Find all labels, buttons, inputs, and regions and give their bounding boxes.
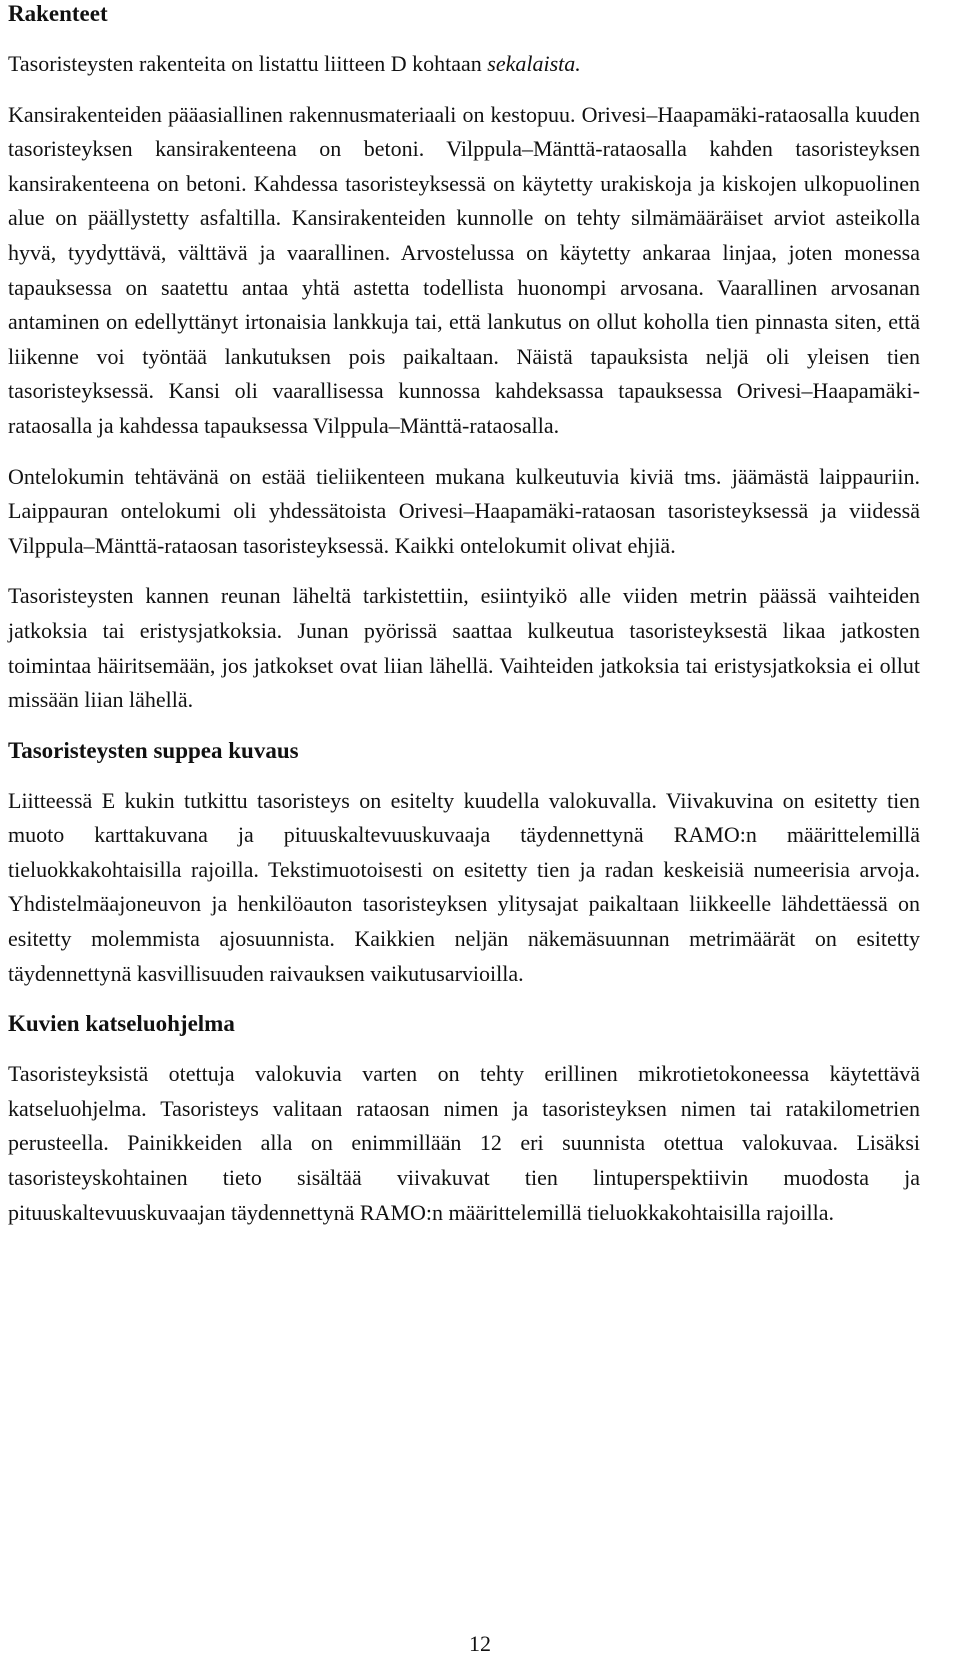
paragraph-katseluohjelma: Tasoristeyksistä otettuja valokuvia varten on tehty erillinen mikrotietokoneessa käytettävä katseluohjelma. Tasoristeys valitaan rataosan nimen ja tasoristeyksen nimen tai ratakilometrien perusteella. Painikkeiden alla on enimmillään 12 eri suunnista otettua valokuvaa. Lisäksi tasoristeyskohtainen tieto sisältää viivakuvat tien lintuperspektiivin muodosta ja pituuskaltevuuskuvaajan täydennettynä RAMO:n määrittelemillä tieluokkakohtaisilla rajoilla. [8, 1061, 920, 1225]
paragraph-text: Tasoristeysten rakenteita on listattu liitteen D kohtaan [8, 51, 488, 76]
paragraph-ontelokumi: Ontelokumin tehtävänä on estää tieliikenteen mukana kulkeutuvia kiviä tms. jäämästä laippauriin. Laippauran ontelokumi oli yhdessätoista Orivesi–Haapamäki-rataosan tasoristeyksessä ja viidessä Vilppula–Mänttä-rataosan tasoristeyksessä. Kaikki ontelokumit olivat ehjiä. [8, 463, 920, 558]
italic-term: sekalaista. [487, 51, 581, 76]
section-heading-rakenteet: Rakenteet [8, 1, 108, 26]
paragraph-rakenteet-intro [8, 47, 920, 82]
section-heading-suppea-kuvaus: Tasoristeysten suppea kuvaus [8, 737, 299, 763]
paragraph-suppea-kuvaus: Liitteessä E kukin tutkittu tasoristeys on esitelty kuudella valokuvalla. Viivakuvina on esitetty tien muoto karttakuvana ja pituuskaltevuuskuvaaja täydennettynä RAMO:n määrittelemillä tieluokkakohtaisilla rajoilla. Tekstimuotoisesti on esitetty tien ja radan keskeisiä numeerisia arvoja. Yhdistelmäajoneuvon ja henkilöauton tasoristeyksen ylitysajat paikaltaan liikkeelle lähdettäessä on esitetty molemmista ajosuunnista. Kaikkien neljän näkemäsuunnan metrimäärät on esitetty täydennettynä kasvillisuuden raivauksen vaikutusarvioilla. [8, 787, 920, 986]
paragraph-kansirakenteet: Kansirakenteiden pääasiallinen rakennusmateriaali on kestopuu. Orivesi–Haapamäki-rataosalla kuuden tasoristeyksen kansirakenteena on betoni. Vilppula–Mänttä-rataosalla kahden tasoristeyksen kansirakenteena on betoni. Kahdessa tasoristeyksessä on käytetty urakiskoja ja kiskojen ulkopuolinen alue on päällystetty asfaltilla. Kansirakenteiden kunnolle on tehty silmämääräiset arviot asteikolla hyvä, tyydyttävä, välttävä ja vaarallinen. Arvostelussa on käytetty ankaraa linjaa, joten monessa tapauksessa on saatettu antaa yhtä astetta todellista huonompi arvosana. Vaarallinen arvosanan antaminen on edellyttänyt irtonaisia lankkuja tai, että lankutus on ollut koholla tien pinnasta siten, että liikenne voi työntää lankutuksen pois paikaltaan. Näistä tapauksista neljä oli yleisen tien tasoristeyksessä. Kansi oli vaarallisessa kunnossa kahdeksassa tapauksessa Orivesi–Haapamäki-rataosalla ja kahdessa tapauksessa Vilppula–Mänttä-rataosalla. [8, 101, 920, 438]
page-number: 12 [469, 1631, 491, 1656]
paragraph-jatkokset: Tasoristeysten kannen reunan läheltä tarkistettiin, esiintyikö alle viiden metrin päässä vaihteiden jatkoksia tai eristysjatkoksia. Junan pyörissä saattaa kulkeutua tasoristeyksestä likaa jatkosten toimintaa häiritsemään, jos jatkokset ovat liian lähellä. Vaihteiden jatkoksia tai eristysjatkoksia ei ollut missään liian lähellä. [8, 583, 920, 713]
section-heading-katseluohjelma: Kuvien katseluohjelma [8, 1011, 235, 1037]
document-page [8, 0, 920, 1230]
